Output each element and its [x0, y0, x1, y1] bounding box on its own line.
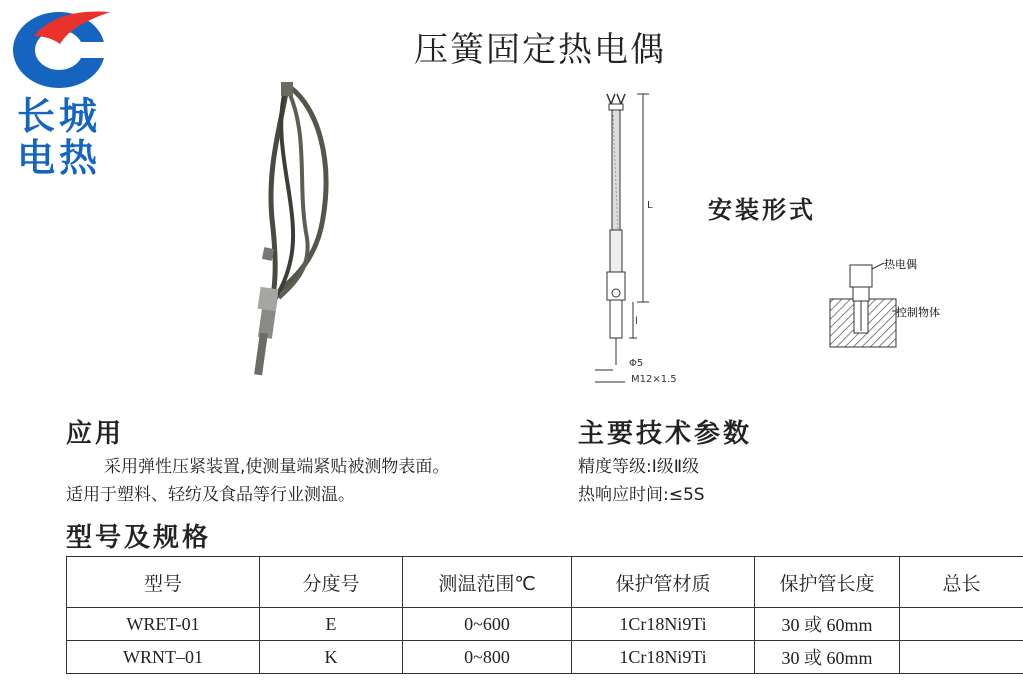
- table-header-row: [67, 557, 1023, 608]
- application-line1: 采用弹性压紧装置,使测量端紧贴被测物表面。: [104, 457, 450, 477]
- table-row: [67, 608, 1023, 641]
- models-heading: 型号及规格: [66, 523, 212, 553]
- table-cell: 30 或 60mm: [755, 608, 900, 641]
- table-cell: [900, 608, 1023, 641]
- specs-heading: 主要技术参数: [578, 419, 753, 449]
- controlled-object-label: 控制物体: [896, 306, 940, 319]
- table-cell: K: [260, 641, 403, 674]
- table-cell: 1Cr18Ni9Ti: [572, 641, 755, 674]
- table-cell: WRET-01: [67, 608, 260, 641]
- logo-emblem-icon: [4, 6, 114, 94]
- company-logo: [4, 6, 114, 181]
- column-header: 分度号: [260, 557, 403, 608]
- dimension-l-label: l: [635, 316, 638, 327]
- thread-label: M12×1.5: [631, 374, 677, 385]
- product-photo: [225, 78, 375, 383]
- installation-diagram: [826, 255, 946, 355]
- column-header: 总长: [900, 557, 1023, 608]
- table-cell: WRNT–01: [67, 641, 260, 674]
- column-header: 保护管材质: [572, 557, 755, 608]
- accuracy-spec: 精度等级:Ⅰ级Ⅱ级: [578, 457, 700, 477]
- table-cell: 1Cr18Ni9Ti: [572, 608, 755, 641]
- column-header: 保护管长度: [755, 557, 900, 608]
- table-row: [67, 641, 1023, 674]
- diameter-label: Φ5: [629, 358, 644, 369]
- dimension-drawing: [585, 90, 705, 390]
- dimension-L-label: L: [647, 200, 653, 211]
- table-cell: E: [260, 608, 403, 641]
- logo-text-line2: 电热: [16, 136, 101, 180]
- thermocouple-label: 热电偶: [884, 258, 917, 271]
- column-header: 型号: [67, 557, 260, 608]
- table-cell: 30 或 60mm: [755, 641, 900, 674]
- application-line2: 适用于塑料、轻纺及食品等行业测温。: [66, 485, 355, 505]
- models-table: [66, 556, 1023, 674]
- page-title: 压簧固定热电偶: [414, 30, 666, 70]
- table-cell: 0~600: [403, 608, 572, 641]
- logo-text-line1: 长城: [16, 94, 101, 138]
- table-cell: [900, 641, 1023, 674]
- installation-title: 安装形式: [708, 196, 816, 224]
- response-spec: 热响应时间:≤5S: [578, 485, 705, 505]
- column-header: 测温范围℃: [403, 557, 572, 608]
- table-cell: 0~800: [403, 641, 572, 674]
- application-heading: 应用: [66, 419, 125, 449]
